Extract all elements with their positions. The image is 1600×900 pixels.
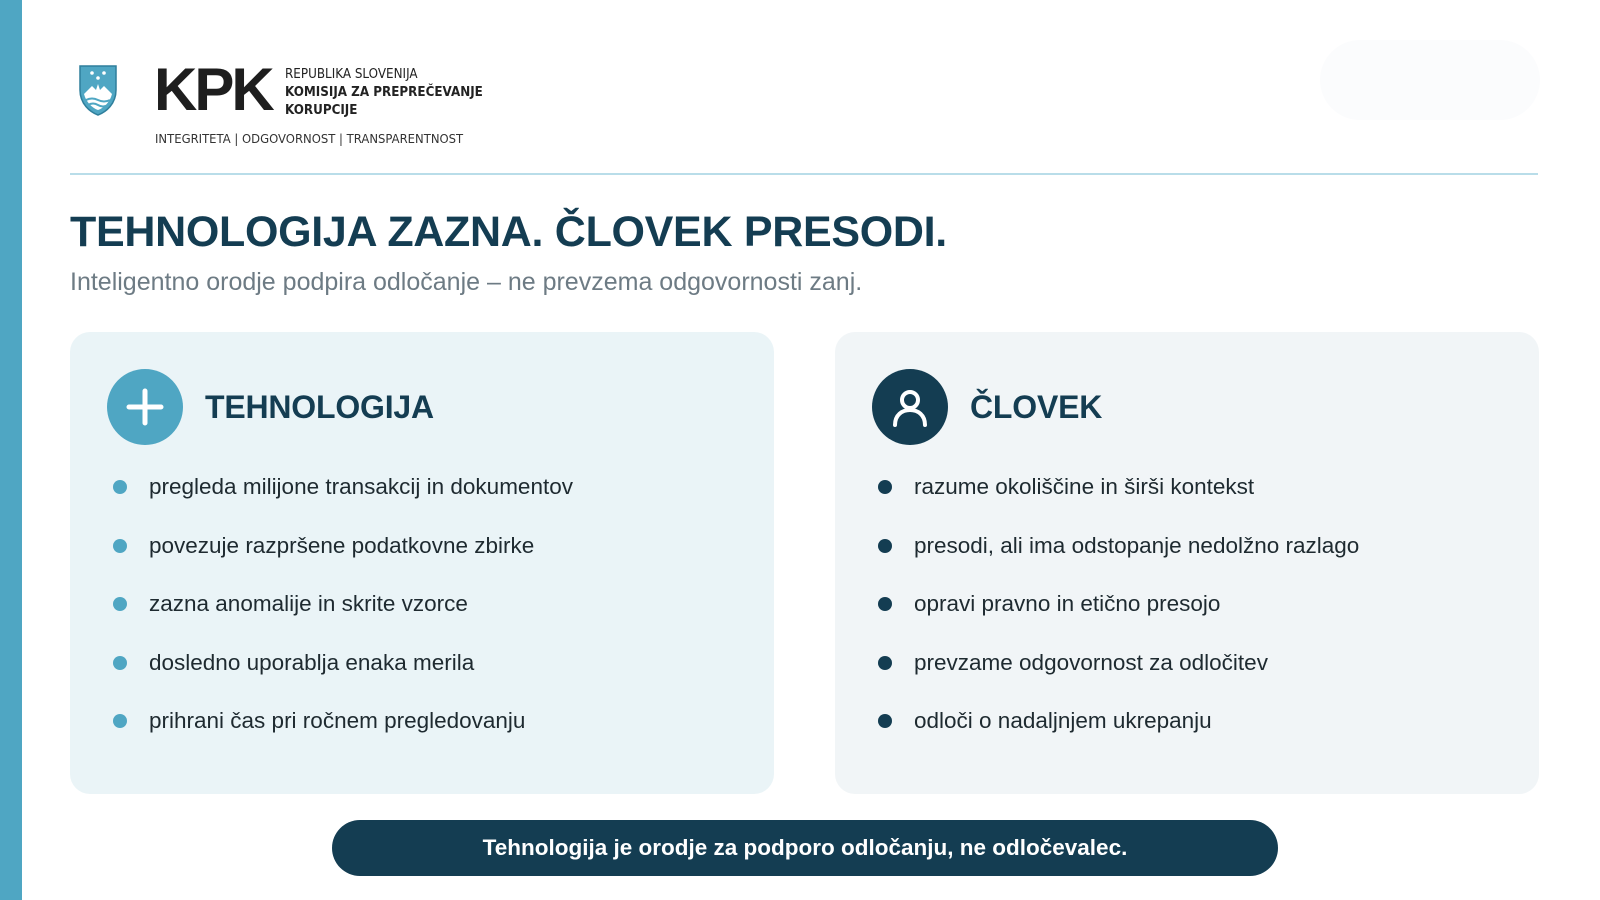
technology-card — [70, 332, 774, 794]
org-line-country: REPUBLIKA SLOVENIJA — [285, 67, 418, 82]
header-divider — [70, 173, 1538, 175]
list-item — [878, 517, 1359, 576]
human-card-header — [872, 369, 1102, 445]
human-card-title: ČLOVEK — [970, 388, 1103, 425]
kpk-logo: KPK — [154, 56, 272, 123]
list-item-text: dosledno uporablja enaka merila — [149, 649, 475, 675]
bullet-icon — [113, 656, 127, 670]
person-icon — [872, 369, 948, 445]
org-line-commission: KOMISIJA ZA PREPREČEVANJE — [285, 85, 483, 100]
plus-icon — [107, 369, 183, 445]
list-item-text: prevzame odgovornost za odločitev — [914, 649, 1268, 675]
list-item — [878, 575, 1359, 634]
bullet-icon — [113, 714, 127, 728]
bullet-icon — [878, 656, 892, 670]
bullet-icon — [878, 480, 892, 494]
list-item — [878, 634, 1359, 693]
bullet-icon — [878, 539, 892, 553]
organization-name — [285, 66, 483, 120]
slovenia-coat-of-arms-icon — [78, 64, 118, 116]
list-item — [113, 458, 573, 517]
list-item-text: odloči o nadaljnjem ukrepanju — [914, 708, 1212, 734]
bullet-icon — [113, 597, 127, 611]
list-item-text: opravi pravno in etično presojo — [914, 591, 1221, 617]
list-item — [113, 517, 573, 576]
human-card — [835, 332, 1539, 794]
list-item-text: zazna anomalije in skrite vzorce — [149, 591, 468, 617]
bullet-icon — [878, 597, 892, 611]
page-title: TEHNOLOGIJA ZAZNA. ČLOVEK PRESODI. — [70, 208, 947, 256]
org-line-corruption: KORUPCIJE — [285, 103, 358, 118]
technology-list — [113, 458, 573, 751]
list-item — [878, 692, 1359, 751]
human-list — [878, 458, 1359, 751]
bullet-icon — [113, 480, 127, 494]
list-item — [113, 575, 573, 634]
list-item — [878, 458, 1359, 517]
bullet-icon — [113, 539, 127, 553]
list-item-text: povezuje razpršene podatkovne zbirke — [149, 532, 535, 558]
page-subtitle: Inteligentno orodje podpira odločanje – ne prevzema odgovornosti zanj. — [70, 268, 863, 296]
list-item-text: razume okoliščine in širši kontekst — [914, 474, 1255, 500]
faint-corner-shape — [1320, 40, 1540, 120]
technology-card-header — [107, 369, 434, 445]
bullet-icon — [878, 714, 892, 728]
brand-tagline: INTEGRITETA | ODGOVORNOST | TRANSPARENTNOST — [155, 131, 464, 146]
header-branding — [78, 56, 538, 154]
list-item-text: prihrani čas pri ročnem pregledovanju — [149, 708, 526, 734]
list-item — [113, 634, 573, 693]
technology-card-title: TEHNOLOGIJA — [205, 388, 434, 425]
list-item-text: pregleda milijone transakcij in dokumentov — [149, 474, 573, 500]
left-accent-bar — [0, 0, 22, 900]
key-statement-banner: Tehnologija je orodje za podporo odločanju, ne odločevalec. — [332, 820, 1278, 876]
list-item-text: presodi, ali ima odstopanje nedolžno razlago — [914, 532, 1360, 558]
list-item — [113, 692, 573, 751]
